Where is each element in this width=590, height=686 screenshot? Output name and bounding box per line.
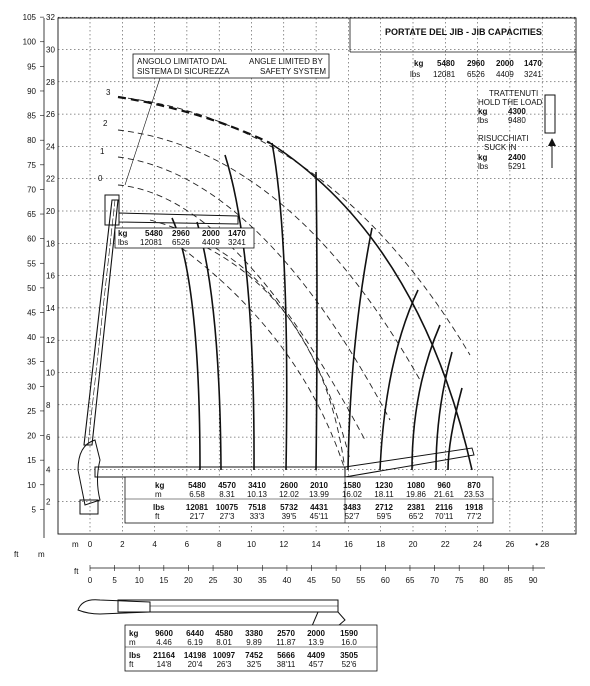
jib-lbs-value: 12081 [433,70,456,79]
bottom-m-value: 16.0 [341,638,357,647]
x-m-tick-label: 26 [505,540,515,549]
curve-inner-dashed-c [165,236,345,470]
main-m-value: 13.99 [308,490,330,499]
suck-it: RISUCCHIATI [478,134,529,143]
suck-lbs-label: lbs [478,162,489,171]
curve-load-2 [197,222,221,470]
angle-position-label: 3 [106,88,111,97]
x-ft-tick-label: 65 [405,576,415,585]
angle-position-label: 2 [103,119,108,128]
main-lbs-value: 2712 [375,503,393,512]
bottom-kg-value: 2000 [307,629,325,638]
x-ft-tick-label: 90 [528,576,538,585]
x-ft-tick-label: 85 [503,576,513,585]
main-ft-value: 45'11 [309,512,329,521]
x-ft-tick-label: 70 [430,576,440,585]
x-ft-tick-label: 50 [331,576,341,585]
y-ft-tick-label: 10 [27,480,36,490]
main-kg-value: 870 [467,481,481,490]
main-ft-value: 27'3 [219,512,235,521]
arrow-up-icon [548,138,556,146]
hold-lbs-value: 9480 [508,116,526,125]
main-ft-value: 59'5 [376,512,392,521]
main-m-value: 19.86 [405,490,427,499]
x-m-tick-label: 8 [216,540,222,549]
y-m-tick-label: 14 [46,303,55,313]
main-m-value: 18.11 [374,490,394,499]
bottom-ft-value: 32'5 [246,660,262,669]
main-lbs-value: 2116 [435,503,453,512]
jib-kg-value: 2960 [467,59,485,68]
curve-position-2-dashed [118,130,420,380]
upper-kg-value: 2960 [172,229,190,238]
suck-en: SUCK IN [484,143,517,152]
hold-kg-value: 4300 [508,107,526,116]
upper-capacity-table [115,228,254,248]
bottom-kg-value: 4580 [215,629,233,638]
y-m-tick-label: 8 [46,400,51,410]
x-ft-tick-label: 55 [356,576,366,585]
bottom-lbs-value: 4409 [307,651,325,660]
x-m-tick-label: 10 [247,540,256,549]
left-scales [14,13,55,559]
hold-it: TRATTENUTI [489,89,539,98]
bottom-m-value: 9.89 [246,638,262,647]
jib-kg-label: kg [414,59,424,68]
main-lbs-value: 7518 [248,503,266,512]
y-m-tick-label: 22 [46,174,55,184]
y-ft-tick-label: 85 [27,111,36,121]
y-ft-tick-label: 80 [27,136,36,146]
main-lbs-value: 3483 [343,503,361,512]
main-lbs-value: 2381 [407,503,425,512]
y-ft-tick-label: 65 [27,210,36,220]
main-kg-value: 2010 [310,481,328,490]
y-m-tick-label: 24 [46,142,55,152]
bottom-lbs-label: lbs [129,651,141,660]
bottom-ft-value: 52'6 [341,660,357,669]
y-ft-tick-label: 5 [31,505,36,515]
ft-axis-label: ft [14,550,19,559]
y-m-tick-label: 2 [46,497,51,507]
jib-capacities-title: PORTATE DEL JIB - JIB CAPACITIES [385,27,542,37]
main-kg-value: 5480 [188,481,206,490]
angle-it-line2: SISTEMA DI SICUREZZA [137,67,230,76]
bottom-kg-label: kg [129,629,139,638]
bottom-m-value: 11.87 [276,638,296,647]
angle-en-line1: ANGLE LIMITED BY [249,57,323,66]
main-kg-value: 1080 [407,481,425,490]
x-ft-tick-label: 15 [159,576,169,585]
bottom-kg-value: 3380 [245,629,263,638]
y-ft-tick-label: 60 [27,234,36,244]
bottom-lbs-value: 21164 [153,651,175,660]
jib-kg-value: 5480 [437,59,455,68]
upper-kg-value: 5480 [145,229,163,238]
y-m-tick-label: 28 [46,77,55,87]
suck-kg-label: kg [478,153,488,162]
bottom-ft-value: 14'8 [156,660,172,669]
x-m-tick-label: 22 [440,540,450,549]
bottom-ft-value: 26'3 [216,660,232,669]
curve-load-1 [172,218,200,470]
bottom-lbs-value: 3505 [340,651,358,660]
main-kg-value: 4570 [218,481,236,490]
main-kg-value: 1230 [375,481,393,490]
curve-position-0-dashed [118,185,365,440]
main-ft-label: ft [155,512,160,521]
y-ft-tick-label: 45 [27,308,36,318]
suck-in-box [478,134,556,171]
jib-capacities-box [385,27,542,79]
upper-kg-label: kg [118,229,128,238]
main-lbs-value: 1918 [465,503,483,512]
suck-kg-value: 2400 [508,153,526,162]
jib-lbs-value: 6526 [467,70,485,79]
angle-position-label: 0 [98,174,103,183]
bottom-m-value: 8.01 [216,638,232,647]
bottom-lbs-value: 14198 [183,651,207,660]
y-ft-tick-label: 40 [27,333,36,343]
y-m-tick-label: 26 [46,110,55,120]
y-ft-tick-label: 75 [27,160,36,170]
bottom-kg-value: 9600 [155,629,173,638]
bottom-ft-value: 38'11 [276,660,296,669]
curve-position-1-dashed [118,157,390,420]
x-ft-tick-label: 80 [479,576,489,585]
bottom-kg-value: 6440 [186,629,204,638]
curve-load-5 [316,172,317,470]
x-m-tick-label: 12 [279,540,289,549]
y-m-tick-label: 32 [46,13,55,23]
y-m-tick-label: 18 [46,239,55,249]
y-m-tick-label: 20 [46,207,55,216]
y-ft-tick-label: 30 [27,382,36,392]
y-ft-tick-label: 25 [27,406,36,416]
main-ft-value: 70'11 [434,512,454,521]
x-m-tick-label: • 28 [535,540,550,549]
x-ft-tick-label: 25 [208,576,218,585]
main-kg-value: 1580 [343,481,361,490]
main-m-value: 10.13 [246,490,268,499]
angle-limited-box [125,54,329,185]
stowed-crane-drawing [78,600,345,626]
x-ft-tick-label: 40 [282,576,292,585]
jib-lbs-label: lbs [410,70,421,79]
bottom-m-value: 4.46 [156,638,172,647]
main-lbs-label: lbs [153,503,165,512]
bottom-lbs-value: 10097 [212,651,236,660]
jib-lbs-value: 4409 [496,70,514,79]
main-kg-label: kg [155,481,165,490]
upper-lbs-value: 12081 [140,238,163,247]
angle-en-line2: SAFETY SYSTEM [260,67,327,76]
main-capacity-table [125,477,493,523]
angle-it-line1: ANGOLO LIMITATO DAL [137,57,227,66]
bottom-ft-value: 45'7 [308,660,324,669]
main-lbs-value: 4431 [310,503,328,512]
x-ft-tick-label: 20 [183,576,193,585]
x-ft-tick-label: 35 [257,576,267,585]
y-ft-tick-label: 95 [27,62,36,72]
x-ft-tick-label: 45 [307,576,316,585]
main-ft-value: 77'2 [466,512,482,521]
x-ft-tick-label: 10 [134,576,144,585]
main-lbs-value: 12081 [185,503,209,512]
outer-envelope [270,143,472,470]
bottom-m-label: m [129,638,136,647]
main-m-value: 8.31 [219,490,235,499]
main-m-value: 12.02 [278,490,300,499]
bottom-ft-value: 20'4 [187,660,203,669]
main-ft-value: 65'2 [408,512,424,521]
y-ft-tick-label: 55 [27,259,36,269]
x-m-tick-label: 20 [408,540,418,549]
hold-load-box [478,89,555,133]
x-m-tick-label: 0 [87,540,93,549]
upper-lbs-value: 3241 [228,238,246,247]
bottom-capacity-table [125,625,377,671]
jib-kg-value: 1470 [524,59,542,68]
bottom-m-label: m [72,540,79,549]
x-ft-tick-label: 5 [112,576,117,585]
bottom-ft-label: ft [129,660,134,669]
main-lbs-value: 10075 [215,503,239,512]
main-ft-value: 21'7 [189,512,205,521]
angle-position-label: 1 [100,147,105,156]
y-ft-tick-label: 105 [22,13,36,23]
x-ft-tick-label: 30 [233,576,243,585]
main-kg-value: 3410 [248,481,266,490]
main-m-value: 16.02 [341,490,363,499]
curve-load-6 [348,228,372,470]
x-ft-tick-label: 75 [454,576,464,585]
main-lbs-value: 5732 [280,503,298,512]
hold-lbs-label: lbs [478,116,489,125]
upper-lbs-value: 6526 [172,238,190,247]
bottom-kg-value: 2570 [277,629,295,638]
x-m-tick-label: 16 [343,540,353,549]
y-ft-tick-label: 35 [27,357,36,367]
bottom-m-value: 6.19 [187,638,203,647]
main-ft-value: 33'3 [249,512,265,521]
y-ft-tick-label: 70 [27,185,36,195]
suck-lbs-value: 5291 [508,162,526,171]
curve-position-3-dashed [118,97,470,355]
jib-kg-value: 2000 [496,59,514,68]
main-kg-value: 960 [437,481,451,490]
y-m-tick-label: 10 [46,368,55,378]
bottom-scales [72,540,550,585]
upper-lbs-value: 4409 [202,238,220,247]
y-m-tick-label: 16 [46,271,55,281]
y-m-tick-label: 4 [46,465,51,475]
m-axis-label: m [38,550,45,559]
y-m-tick-label: 30 [46,45,55,55]
upper-lbs-label: lbs [118,238,129,247]
bottom-lbs-value: 7452 [245,651,263,660]
y-m-tick-label: 12 [46,336,55,346]
working-range-curves [118,97,472,470]
y-m-tick-label: 6 [46,433,51,443]
main-m-value: 6.58 [189,490,205,499]
y-ft-tick-label: 90 [27,86,36,96]
x-ft-tick-label: 60 [380,576,390,585]
main-ft-value: 39'5 [281,512,297,521]
x-m-tick-label: 2 [120,540,125,549]
bottom-kg-value: 1590 [340,629,358,638]
y-ft-tick-label: 100 [22,37,36,47]
main-m-value: 23.53 [463,490,485,499]
y-ft-tick-label: 50 [27,283,36,293]
main-m-label: m [155,490,162,499]
upper-kg-value: 1470 [228,229,246,238]
x-m-tick-label: 14 [311,540,321,549]
hold-kg-label: kg [478,107,488,116]
upper-kg-value: 2000 [202,229,220,238]
bottom-ft-label: ft [74,567,79,576]
x-m-tick-label: 24 [473,540,483,549]
x-ft-tick-label: 0 [87,576,93,585]
y-ft-tick-label: 15 [27,456,36,466]
x-m-tick-label: 6 [184,540,190,549]
x-m-tick-label: 18 [376,540,386,549]
curve-load-3 [225,155,254,470]
hold-en: HOLD THE LOAD [478,98,543,107]
y-ft-tick-label: 20 [27,431,36,441]
jib-lbs-value: 3241 [524,70,542,79]
bottom-m-value: 13.9 [308,638,324,647]
x-m-tick-label: 4 [152,540,157,549]
main-m-value: 21.61 [433,490,455,499]
bottom-lbs-value: 5666 [277,651,295,660]
main-ft-value: 52'7 [344,512,360,521]
main-kg-value: 2600 [280,481,298,490]
